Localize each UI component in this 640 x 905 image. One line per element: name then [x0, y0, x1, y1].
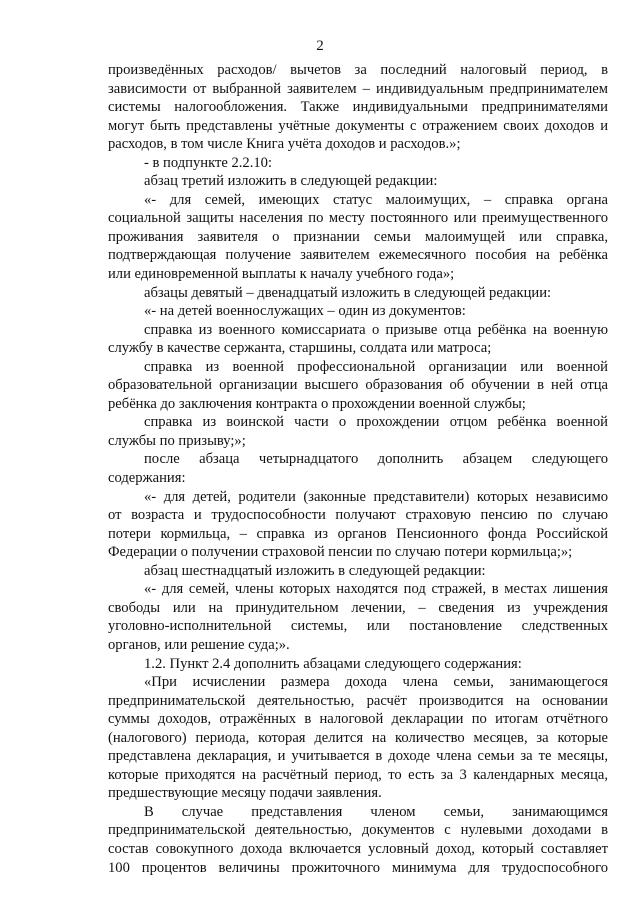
text-line: предшествующие месяцу подачи заявления. — [108, 785, 382, 802]
text-line: Федерации о получении страховой пенсии по случаю потери кормильца;»; — [108, 544, 573, 561]
text-line: после абзаца четырнадцатого дополнить абзацем следующего — [144, 451, 608, 468]
text-line: предпринимательской деятельностью, документов с нулевыми доходами в — [108, 822, 608, 839]
text-line: (налогового) периода, которая делится на количество месяцев, за которые — [108, 729, 608, 746]
text-line: состав совокупного дохода включается условный доход, который составляет — [108, 840, 608, 857]
document-body — [108, 61, 608, 877]
text-line: могут быть представлены учётные документы с отражением своих доходов и — [108, 117, 608, 134]
text-line: уголовно-исполнительной системы, или постановление следственных — [108, 618, 608, 635]
text-line: абзац шестнадцатый изложить в следующей редакции: — [144, 562, 486, 579]
text-line: произведённых расходов/ вычетов за последний налоговый период, в — [108, 62, 608, 78]
text-line: свободы или на принудительном лечении, – сведения из учреждения — [108, 599, 608, 616]
text-line: содержания: — [108, 470, 186, 487]
text-line: «- на детей военнослужащих – один из документов: — [144, 303, 466, 320]
text-line: В случае представления членом семьи, занимающимся — [144, 803, 608, 820]
text-line: расходов, в том числе Книга учёта доходов и расходов.»; — [108, 136, 461, 153]
text-line: справка из военной профессиональной организации или военной — [144, 358, 608, 375]
text-line: зависимости от выбранной заявителем – индивидуальным предпринимателем — [108, 80, 608, 97]
text-line: службы по призыву;»; — [108, 432, 246, 449]
text-line: ребёнка до заключения контракта о прохождении военной службы; — [108, 395, 526, 412]
text-line: которые приходятся на расчётный период, то есть за 3 календарных месяца, — [108, 766, 608, 783]
text-line: образовательной организации высшего образования об обучении в ней отца — [108, 377, 608, 394]
text-line: органов, или решение суда;». — [108, 636, 290, 653]
text-line: потери кормильца, – справка из органов Пенсионного фонда Российской — [108, 525, 608, 542]
text-line: подтверждающая получение заявителем ежемесячного пособия на ребёнка — [108, 247, 608, 264]
text-line: службу в качестве сержанта, старшины, солдата или матроса; — [108, 340, 492, 357]
text-line: предпринимательской деятельностью, расчёт производится на основании — [108, 692, 608, 709]
text-line: справка из воинской части о прохождении отцом ребёнка военной — [144, 414, 608, 431]
text-line: «При исчислении размера дохода члена семьи, занимающегося — [144, 674, 608, 691]
text-line: - в подпункте 2.2.10: — [144, 154, 273, 171]
text-line: представлена декларация, и учитывается в доходе члена семьи за те месяцы, — [108, 748, 608, 765]
text-line: справка из военного комиссариата о призыве отца ребёнка на военную — [144, 321, 608, 338]
text-line: проживания заявителя о признании семьи малоимущей или справка, — [108, 228, 608, 245]
text-line: абзац третий изложить в следующей редакции: — [144, 173, 438, 190]
text-line: системы налогообложения. Также индивидуальными предпринимателями — [108, 99, 608, 116]
page-number: 2 — [316, 38, 324, 54]
text-line: «- для семей, члены которых находятся под стражей, в местах лишения — [144, 581, 608, 598]
text-line: суммы доходов, отражённых в налоговой декларации по итогам отчётного — [108, 711, 608, 728]
text-line: или единовременной выплаты к началу учебного года»; — [108, 266, 455, 283]
text-line: 1.2. Пункт 2.4 дополнить абзацами следующего содержания: — [144, 655, 522, 672]
text-line: абзацы девятый – двенадцатый изложить в следующей редакции: — [144, 284, 552, 301]
text-line: социальной защиты населения по месту постоянного или преимущественного — [108, 210, 608, 227]
text-line: «- для семей, имеющих статус малоимущих, – справка органа — [144, 191, 608, 208]
text-line: 100 процентов величины прожиточного минимума для трудоспособного — [108, 859, 608, 876]
text-line: от возраста и трудоспособности получают страховую пенсию по случаю — [108, 507, 608, 524]
text-line: «- для детей, родители (законные представители) которых независимо — [144, 488, 608, 505]
